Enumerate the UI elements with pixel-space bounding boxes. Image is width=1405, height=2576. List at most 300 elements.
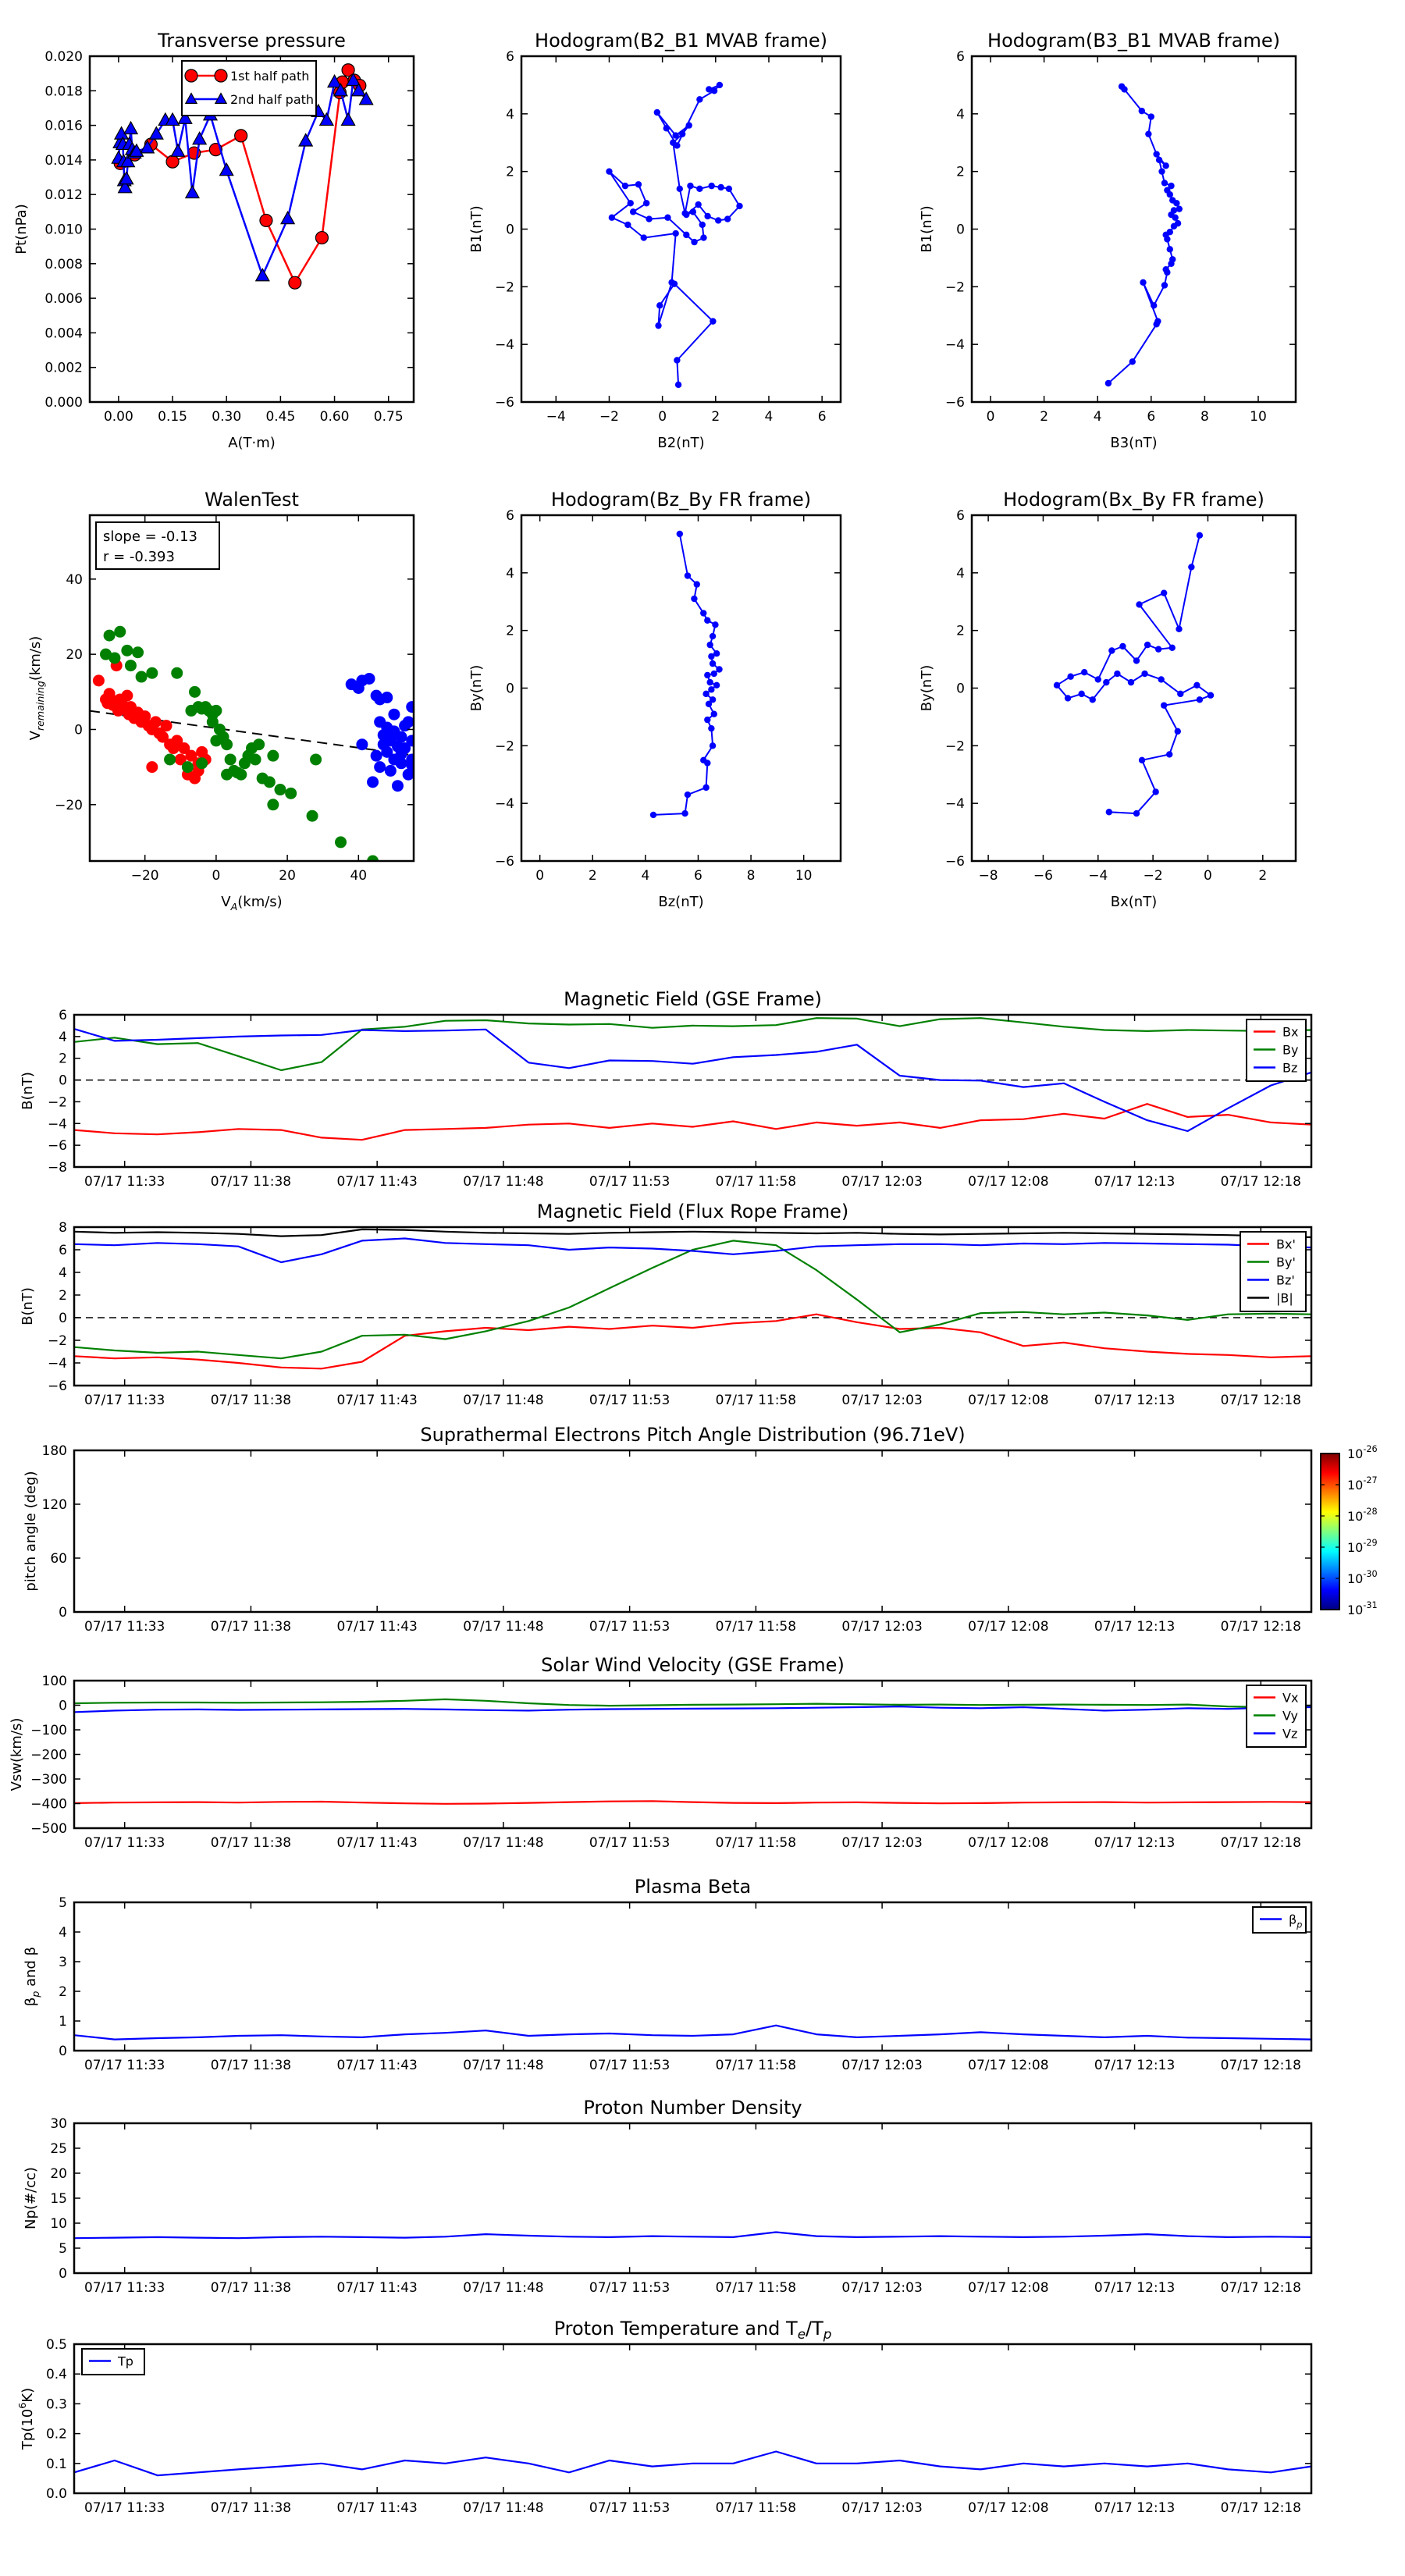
- scatter-marker: [189, 686, 201, 698]
- dot-marker: [1162, 162, 1168, 169]
- transverse-pressure-legend-label: 2nd half path: [230, 92, 315, 107]
- x-tick-label: 07/17 11:43: [336, 1174, 418, 1190]
- dot-marker: [672, 132, 678, 138]
- dot-marker: [1136, 601, 1142, 607]
- scatter-marker: [406, 760, 418, 771]
- x-tick-label: 07/17 12:03: [841, 1835, 923, 1851]
- dot-marker: [716, 666, 722, 672]
- dot-marker: [686, 122, 692, 128]
- y-tick-label: 15: [50, 2191, 67, 2207]
- x-tick-label: 2: [1258, 868, 1268, 884]
- y-tick-label: 6: [506, 49, 514, 65]
- y-tick-label: −2: [494, 279, 514, 296]
- x-tick-label: 0: [212, 868, 221, 884]
- y-tick-label: 0.3: [45, 2396, 67, 2413]
- dot-marker: [654, 109, 660, 116]
- x-tick-label: 0: [1204, 868, 1212, 884]
- x-tick-label: 07/17 11:33: [84, 2280, 165, 2296]
- y-tick-label: 0.012: [44, 187, 83, 204]
- panel-mf-fr: [20, 1201, 1311, 1408]
- x-tick-label: 0.45: [265, 409, 296, 425]
- dot-marker: [672, 230, 678, 237]
- y-tick-label: 40: [66, 571, 83, 588]
- scatter-marker: [210, 705, 222, 717]
- scatter-marker: [371, 750, 382, 762]
- x-tick-label: 4: [764, 409, 774, 425]
- dot-marker: [736, 203, 742, 209]
- x-tick-label: 07/17 11:48: [463, 2280, 544, 2296]
- triangle-marker: [220, 163, 233, 175]
- dot-marker: [694, 581, 700, 587]
- y-tick-label: 0: [59, 1073, 67, 1089]
- y-tick-label: 0.2: [45, 2426, 67, 2443]
- y-tick-label: 0: [506, 222, 514, 238]
- x-tick-label: 0.75: [373, 409, 404, 425]
- x-tick-label: 07/17 12:03: [841, 1619, 923, 1635]
- y-tick-label: 0.5: [45, 2337, 67, 2353]
- scatter-marker: [182, 761, 194, 773]
- dot-marker: [646, 215, 652, 222]
- dot-marker: [679, 130, 685, 137]
- y-tick-label: 0.018: [44, 84, 83, 100]
- y-tick-label: 2: [506, 623, 514, 639]
- dot-marker: [1167, 246, 1173, 252]
- dot-marker: [664, 215, 670, 221]
- np-series-Np: [74, 2233, 1311, 2239]
- y-tick-label: 2: [506, 164, 514, 180]
- scatter-marker: [274, 784, 286, 795]
- y-tick-label: 0.0: [45, 2486, 67, 2502]
- colorbar-tick-label: $10^{-31}$: [1347, 1600, 1378, 1617]
- x-tick-label: 2: [1040, 409, 1049, 425]
- x-tick-label: 07/17 11:48: [463, 1835, 544, 1851]
- x-tick-label: 07/17 12:03: [841, 2058, 923, 2073]
- dot-marker: [715, 217, 721, 223]
- panel-pad: [23, 1424, 1378, 1635]
- y-tick-label: −20: [55, 797, 83, 813]
- panel-transverse-pressure: [13, 30, 414, 451]
- x-tick-label: 07/17 12:03: [841, 1174, 923, 1190]
- scatter-marker: [406, 701, 418, 713]
- x-tick-label: 07/17 11:43: [336, 1393, 418, 1408]
- y-tick-label: −2: [47, 1094, 67, 1111]
- dot-marker: [1106, 809, 1112, 815]
- y-tick-label: 0.016: [44, 118, 83, 134]
- dot-marker: [685, 572, 691, 578]
- dot-marker: [1167, 229, 1173, 235]
- mf-fr-legend-label: Bz': [1276, 1272, 1295, 1288]
- beta-ylabel: $\beta_p$ and β: [23, 1946, 41, 2007]
- panel-np: [23, 2097, 1311, 2296]
- y-tick-label: 6: [59, 1008, 67, 1023]
- panel-vsw: [9, 1654, 1311, 1851]
- dot-marker: [713, 650, 720, 656]
- scatter-marker: [363, 673, 375, 685]
- scatter-marker: [164, 753, 176, 765]
- dot-marker: [690, 208, 696, 215]
- hodogram-bxby-axes-frame: [972, 515, 1296, 861]
- mf-fr-series-By': [74, 1240, 1311, 1358]
- x-tick-label: 10: [795, 868, 813, 884]
- dot-marker: [1151, 302, 1157, 308]
- dot-marker: [1119, 84, 1125, 90]
- scatter-marker: [396, 748, 407, 760]
- x-tick-label: 07/17 12:03: [841, 1393, 923, 1408]
- vsw-ylabel: Vsw(km/s): [9, 1717, 25, 1791]
- tp-axes-frame: [74, 2344, 1311, 2493]
- x-tick-label: 07/17 12:03: [841, 2500, 923, 2516]
- triangle-marker: [256, 269, 269, 280]
- mf-gse-legend-label: Bz: [1282, 1060, 1298, 1076]
- dot-marker: [1168, 183, 1174, 189]
- dot-marker: [1145, 130, 1151, 137]
- scatter-marker: [388, 709, 400, 720]
- dot-marker: [712, 621, 718, 628]
- y-tick-label: 120: [41, 1497, 67, 1513]
- dot-marker: [1105, 380, 1112, 386]
- dot-marker: [1161, 282, 1168, 288]
- dot-marker: [1193, 682, 1200, 688]
- beta-series-β_{p}: [74, 2026, 1311, 2040]
- scatter-marker: [210, 735, 222, 746]
- x-tick-label: 07/17 11:53: [589, 1619, 670, 1635]
- scatter-marker: [385, 733, 397, 745]
- walen-test-annotation-line: r = -0.393: [103, 549, 175, 565]
- scatter-marker: [403, 716, 414, 728]
- dot-marker: [1176, 205, 1183, 212]
- dot-marker: [708, 183, 714, 189]
- scatter-marker: [221, 769, 233, 781]
- x-tick-label: 07/17 11:53: [589, 1393, 670, 1408]
- x-tick-label: 2: [711, 409, 720, 425]
- y-tick-label: 100: [41, 1674, 67, 1689]
- scatter-marker: [93, 674, 105, 686]
- y-tick-label: −4: [47, 1116, 67, 1133]
- tp-plot-area: [74, 2452, 1311, 2476]
- scatter-marker: [335, 836, 347, 848]
- x-tick-label: 07/17 11:33: [84, 2500, 165, 2516]
- dot-marker: [711, 711, 717, 717]
- y-tick-label: 5: [59, 1895, 67, 1911]
- y-tick-label: −6: [47, 1379, 67, 1394]
- dot-marker: [706, 679, 713, 685]
- hodogram-b3b1-axes-frame: [972, 56, 1296, 402]
- dot-marker: [706, 642, 713, 648]
- np-axes-frame: [74, 2123, 1311, 2273]
- y-tick-label: −300: [30, 1772, 67, 1788]
- mf-gse-legend: [1247, 1019, 1306, 1081]
- transverse-pressure-title: Transverse pressure: [158, 30, 346, 52]
- dot-marker: [681, 810, 688, 817]
- x-tick-label: 6: [694, 868, 702, 884]
- y-tick-label: 0.002: [44, 360, 83, 376]
- dot-marker: [663, 125, 670, 131]
- x-tick-label: 07/17 11:58: [715, 1835, 797, 1851]
- x-tick-label: 8: [746, 868, 756, 884]
- dot-marker: [1166, 751, 1172, 757]
- y-tick-label: 6: [956, 49, 965, 65]
- scatter-marker: [406, 735, 418, 746]
- transverse-pressure-ylabel: Pt(nPa): [13, 204, 30, 254]
- x-tick-label: 07/17 12:13: [1094, 2500, 1176, 2516]
- scatter-marker: [104, 630, 116, 642]
- y-tick-label: 0.000: [44, 395, 83, 411]
- x-tick-label: 07/17 12:13: [1094, 2058, 1176, 2073]
- mf-fr-series-Bz': [74, 1236, 1311, 1263]
- dot-marker: [1154, 318, 1161, 324]
- dot-marker: [1139, 108, 1145, 114]
- x-tick-label: 07/17 12:18: [1220, 1835, 1302, 1851]
- hodogram-bxby-plot-area: [1054, 532, 1214, 817]
- x-tick-label: 07/17 11:53: [589, 2500, 670, 2516]
- dot-marker: [726, 186, 732, 192]
- mf-fr-plot-area: [74, 1229, 1311, 1368]
- vsw-legend-label: Vy: [1282, 1708, 1298, 1724]
- x-tick-label: 07/17 11:33: [84, 1835, 165, 1851]
- x-tick-label: 07/17 11:38: [210, 2058, 292, 2073]
- x-tick-label: 07/17 12:13: [1094, 2280, 1176, 2296]
- dot-marker: [641, 234, 647, 240]
- y-tick-label: −6: [944, 395, 965, 411]
- dot-marker: [1152, 788, 1158, 795]
- dot-marker: [687, 183, 693, 189]
- x-tick-label: 07/17 12:08: [968, 1393, 1049, 1408]
- panel-tp: [16, 2318, 1311, 2516]
- dot-marker: [622, 183, 628, 189]
- transverse-pressure-legend: [182, 61, 316, 116]
- dot-marker: [1067, 674, 1073, 680]
- x-tick-label: 07/17 11:48: [463, 1619, 544, 1635]
- x-tick-label: 07/17 11:43: [336, 1835, 418, 1851]
- x-tick-label: 40: [350, 868, 368, 884]
- x-tick-label: 20: [279, 868, 296, 884]
- triangle-marker: [342, 113, 355, 125]
- y-tick-label: −8: [47, 1160, 67, 1176]
- circle-marker: [260, 214, 272, 226]
- dot-marker: [655, 322, 661, 329]
- circle-marker: [215, 69, 227, 82]
- scatter-marker: [385, 765, 397, 777]
- dot-marker: [643, 200, 649, 206]
- pad-title: Suprathermal Electrons Pitch Angle Distribution (96.71eV): [420, 1424, 966, 1446]
- dot-marker: [1129, 358, 1136, 365]
- vsw-series-Vz: [74, 1706, 1311, 1712]
- y-tick-label: 4: [59, 1029, 67, 1045]
- y-tick-label: 0.008: [44, 256, 83, 272]
- y-tick-label: 0: [956, 681, 965, 697]
- dot-marker: [702, 691, 709, 697]
- x-tick-label: 0.30: [212, 409, 242, 425]
- transverse-pressure-legend-label: 1st half path: [230, 69, 310, 84]
- beta-title: Plasma Beta: [634, 1876, 752, 1898]
- x-tick-label: 07/17 12:08: [968, 1174, 1049, 1190]
- x-tick-label: 6: [1147, 409, 1156, 425]
- y-tick-label: 6: [59, 1243, 67, 1258]
- x-tick-label: 0.60: [319, 409, 350, 425]
- y-tick-label: 20: [50, 2166, 67, 2182]
- x-tick-label: 07/17 12:13: [1094, 1393, 1176, 1408]
- colorbar-tick-label: $10^{-30}$: [1347, 1569, 1378, 1586]
- dot-marker: [691, 239, 697, 245]
- scatter-marker: [121, 690, 133, 702]
- walen-test-ylabel: $V_{remaining}(km/s)$: [27, 635, 46, 741]
- dot-marker: [1169, 645, 1176, 651]
- scatter-marker: [264, 776, 276, 788]
- x-tick-label: 0.15: [158, 409, 187, 425]
- vsw-series-Vx: [74, 1801, 1311, 1804]
- scatter-marker: [171, 667, 183, 679]
- scatter-marker: [285, 788, 297, 799]
- dot-marker: [1114, 671, 1120, 677]
- walen-test-xlabel: $V_A(km/s)$: [221, 894, 283, 913]
- x-tick-label: 07/17 12:18: [1220, 2280, 1302, 2296]
- circle-marker: [185, 69, 197, 82]
- y-tick-label: −4: [944, 337, 965, 354]
- x-tick-label: −8: [978, 868, 998, 884]
- triangle-marker: [299, 134, 312, 146]
- dot-marker: [724, 215, 731, 222]
- scatter-marker: [381, 692, 393, 703]
- mf-fr-series-|B|: [74, 1229, 1311, 1237]
- tp-legend: [82, 2349, 144, 2375]
- dot-marker: [1095, 676, 1101, 682]
- y-tick-label: −2: [47, 1333, 67, 1349]
- mf-gse-axes-frame: [74, 1015, 1311, 1167]
- circle-marker: [289, 276, 301, 289]
- triangle-marker: [281, 212, 294, 223]
- scatter-marker: [253, 738, 265, 750]
- y-tick-label: −4: [944, 796, 965, 813]
- pad-ylabel: pitch angle (deg): [23, 1471, 39, 1592]
- x-tick-label: 07/17 12:08: [968, 1835, 1049, 1851]
- scatter-marker: [267, 750, 279, 762]
- np-plot-area: [74, 2233, 1311, 2239]
- dot-marker: [704, 672, 710, 678]
- x-tick-label: 8: [1200, 409, 1209, 425]
- x-tick-label: 6: [817, 409, 827, 425]
- np-title: Proton Number Density: [583, 2097, 802, 2119]
- dot-marker: [1128, 679, 1134, 685]
- y-tick-label: −6: [47, 1138, 67, 1155]
- x-tick-label: 07/17 11:38: [210, 2280, 292, 2296]
- y-tick-label: 20: [66, 647, 83, 664]
- y-tick-label: −500: [30, 1821, 67, 1837]
- y-tick-label: 0: [59, 2266, 67, 2282]
- panel-beta: [23, 1876, 1311, 2073]
- x-tick-label: 07/17 11:58: [715, 1393, 797, 1408]
- dot-marker: [1175, 220, 1181, 226]
- hodogram-b2b1-ylabel: B1(nT): [468, 205, 485, 253]
- y-tick-label: 0.014: [44, 152, 83, 169]
- y-tick-label: 2: [59, 1984, 67, 2000]
- dot-marker: [1161, 180, 1168, 186]
- dot-marker: [685, 792, 691, 798]
- dot-marker: [1065, 695, 1071, 701]
- hodogram-b3b1-title: Hodogram(B3_B1 MVAB frame): [987, 30, 1280, 52]
- tp-series-Tp: [74, 2452, 1311, 2476]
- dot-marker: [1197, 532, 1203, 539]
- triangle-marker: [186, 186, 199, 197]
- walen-test-title: WalenTest: [205, 489, 299, 511]
- dot-marker: [704, 617, 710, 624]
- y-tick-label: 0: [59, 1698, 67, 1714]
- dot-marker: [708, 725, 714, 731]
- scatter-marker: [150, 716, 162, 728]
- x-tick-label: 07/17 11:33: [84, 1619, 165, 1635]
- x-tick-label: 10: [1250, 409, 1267, 425]
- x-tick-label: 07/17 11:58: [715, 1619, 797, 1635]
- y-tick-label: 0: [506, 681, 514, 697]
- y-tick-label: 0.010: [44, 222, 83, 238]
- y-tick-label: 0.006: [44, 291, 83, 308]
- dot-marker: [1197, 696, 1203, 703]
- vsw-title: Solar Wind Velocity (GSE Frame): [541, 1654, 845, 1676]
- mf-fr-series-Bx': [74, 1315, 1311, 1369]
- mf-fr-ylabel: B(nT): [20, 1287, 36, 1325]
- x-tick-label: 07/17 12:18: [1220, 1393, 1302, 1408]
- dot-marker: [1169, 197, 1176, 203]
- tp-ylabel: $Tp(10^6K)$: [16, 2387, 36, 2450]
- x-tick-label: 07/17 11:33: [84, 1174, 165, 1190]
- x-tick-label: 2: [588, 868, 597, 884]
- vsw-legend: [1247, 1685, 1306, 1747]
- dot-marker: [1162, 266, 1168, 272]
- mf-gse-title: Magnetic Field (GSE Frame): [564, 988, 822, 1010]
- triangle-marker: [150, 127, 163, 139]
- dot-marker: [1188, 564, 1194, 570]
- x-tick-label: 07/17 12:08: [968, 2280, 1049, 2296]
- dot-marker: [635, 181, 642, 187]
- x-tick-label: 4: [1093, 409, 1102, 425]
- dot-marker: [700, 234, 706, 240]
- dot-marker: [1144, 642, 1151, 648]
- dot-marker: [675, 382, 681, 388]
- y-tick-label: −2: [944, 279, 965, 296]
- x-tick-label: 07/17 12:13: [1094, 1835, 1176, 1851]
- y-tick-label: 0.020: [44, 49, 83, 65]
- x-tick-label: 07/17 11:58: [715, 1174, 797, 1190]
- dot-marker: [706, 86, 712, 92]
- y-tick-label: 0: [74, 722, 83, 738]
- y-tick-label: 5: [59, 2241, 67, 2257]
- scatter-marker: [221, 738, 233, 750]
- dot-marker: [696, 96, 702, 102]
- y-tick-label: 10: [50, 2216, 67, 2232]
- dot-marker: [1156, 157, 1162, 163]
- dot-marker: [1119, 643, 1126, 649]
- dot-marker: [710, 318, 716, 324]
- x-tick-label: 07/17 12:03: [841, 2280, 923, 2296]
- walen-test-annotation-line: slope = -0.13: [103, 528, 197, 545]
- scatter-marker: [146, 761, 158, 773]
- dot-marker: [1158, 676, 1164, 682]
- beta-axes-frame: [74, 1902, 1311, 2051]
- dot-marker: [717, 82, 723, 88]
- y-tick-label: 6: [956, 508, 965, 524]
- beta-legend-label: $\beta_p$: [1289, 1912, 1303, 1930]
- x-tick-label: 07/17 12:18: [1220, 1174, 1302, 1190]
- scatter-marker: [307, 810, 318, 822]
- circle-marker: [315, 232, 328, 244]
- scatter-marker: [132, 646, 144, 658]
- dot-marker: [1140, 279, 1146, 286]
- dot-marker: [1169, 256, 1176, 262]
- x-tick-label: 07/17 11:33: [84, 2058, 165, 2073]
- dot-marker: [630, 208, 636, 215]
- dot-marker: [677, 531, 683, 537]
- y-tick-label: 0.1: [45, 2456, 67, 2472]
- circle-marker: [166, 155, 179, 168]
